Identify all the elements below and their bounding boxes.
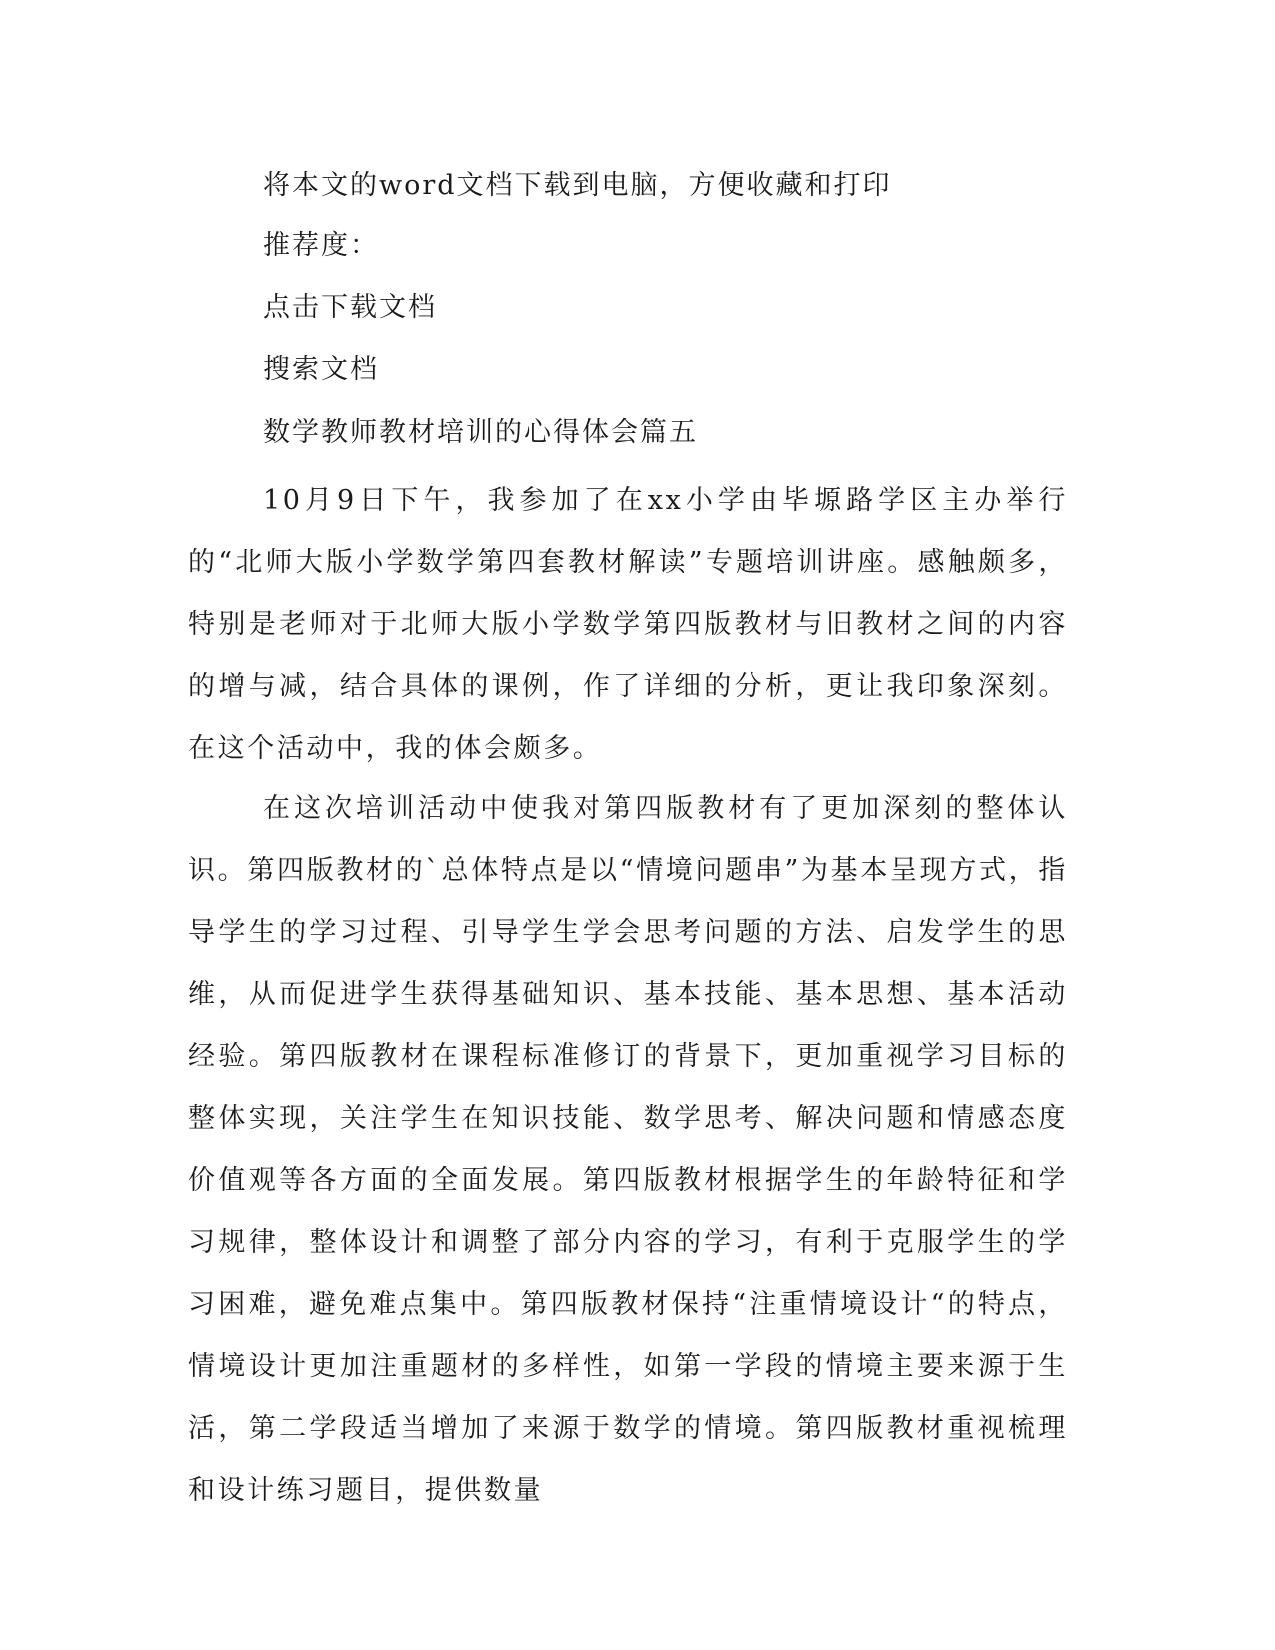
download-hint-text: 将本文的word文档下载到电脑，方便收藏和打印 xyxy=(263,170,892,201)
body-paragraph-2: 在这次培训活动中使我对第四版教材有了更加深刻的整体认识。第四版教材的`总体特点是以“情境问题串”为基本呈现方式，指导学生的学习过程、引导学生学会思考问题的方法、启发学生的思维，从而促进学生获得基础知识、基本技能、基本思想、基本活动经验。第四版教材在课程标准修订的背景下，更加重视学习目标的整体实现，关注学生在知识技能、数学思考、解决问题和情感态度价值观等各方面的全面发展。第四版教材根据学生的年龄特征和学习规律，整体设计和调整了部分内容的学习，有利于克服学生的学习困难，避免难点集中。第四版教材保持“注重情境设计“的特点，情境设计更加注重题材的多样性，如第一学段的情境主要来源于生活，第二学段适当增加了来源于数学的情境。第四版教材重视梳理和设计练习题目，提供数量 xyxy=(188,793,1068,1506)
download-document-link[interactable]: 点击下载文档 xyxy=(263,292,437,323)
section-title: 数学教师教材培训的心得体会篇五 xyxy=(263,417,698,448)
recommend-label: 推荐度： xyxy=(263,230,379,261)
body-paragraph-1: 10月9日下午，我参加了在xx小学由毕塬路学区主办举行的“北师大版小学数学第四套教材解读”专题培训讲座。感触颇多，特别是老师对于北师大版小学数学第四版教材与旧教材之间的内容的增与减，结合具体的课例，作了详细的分析，更让我印象深刻。在这个活动中，我的体会颇多。 xyxy=(188,485,1068,764)
search-document-link[interactable]: 搜索文档 xyxy=(263,354,379,385)
